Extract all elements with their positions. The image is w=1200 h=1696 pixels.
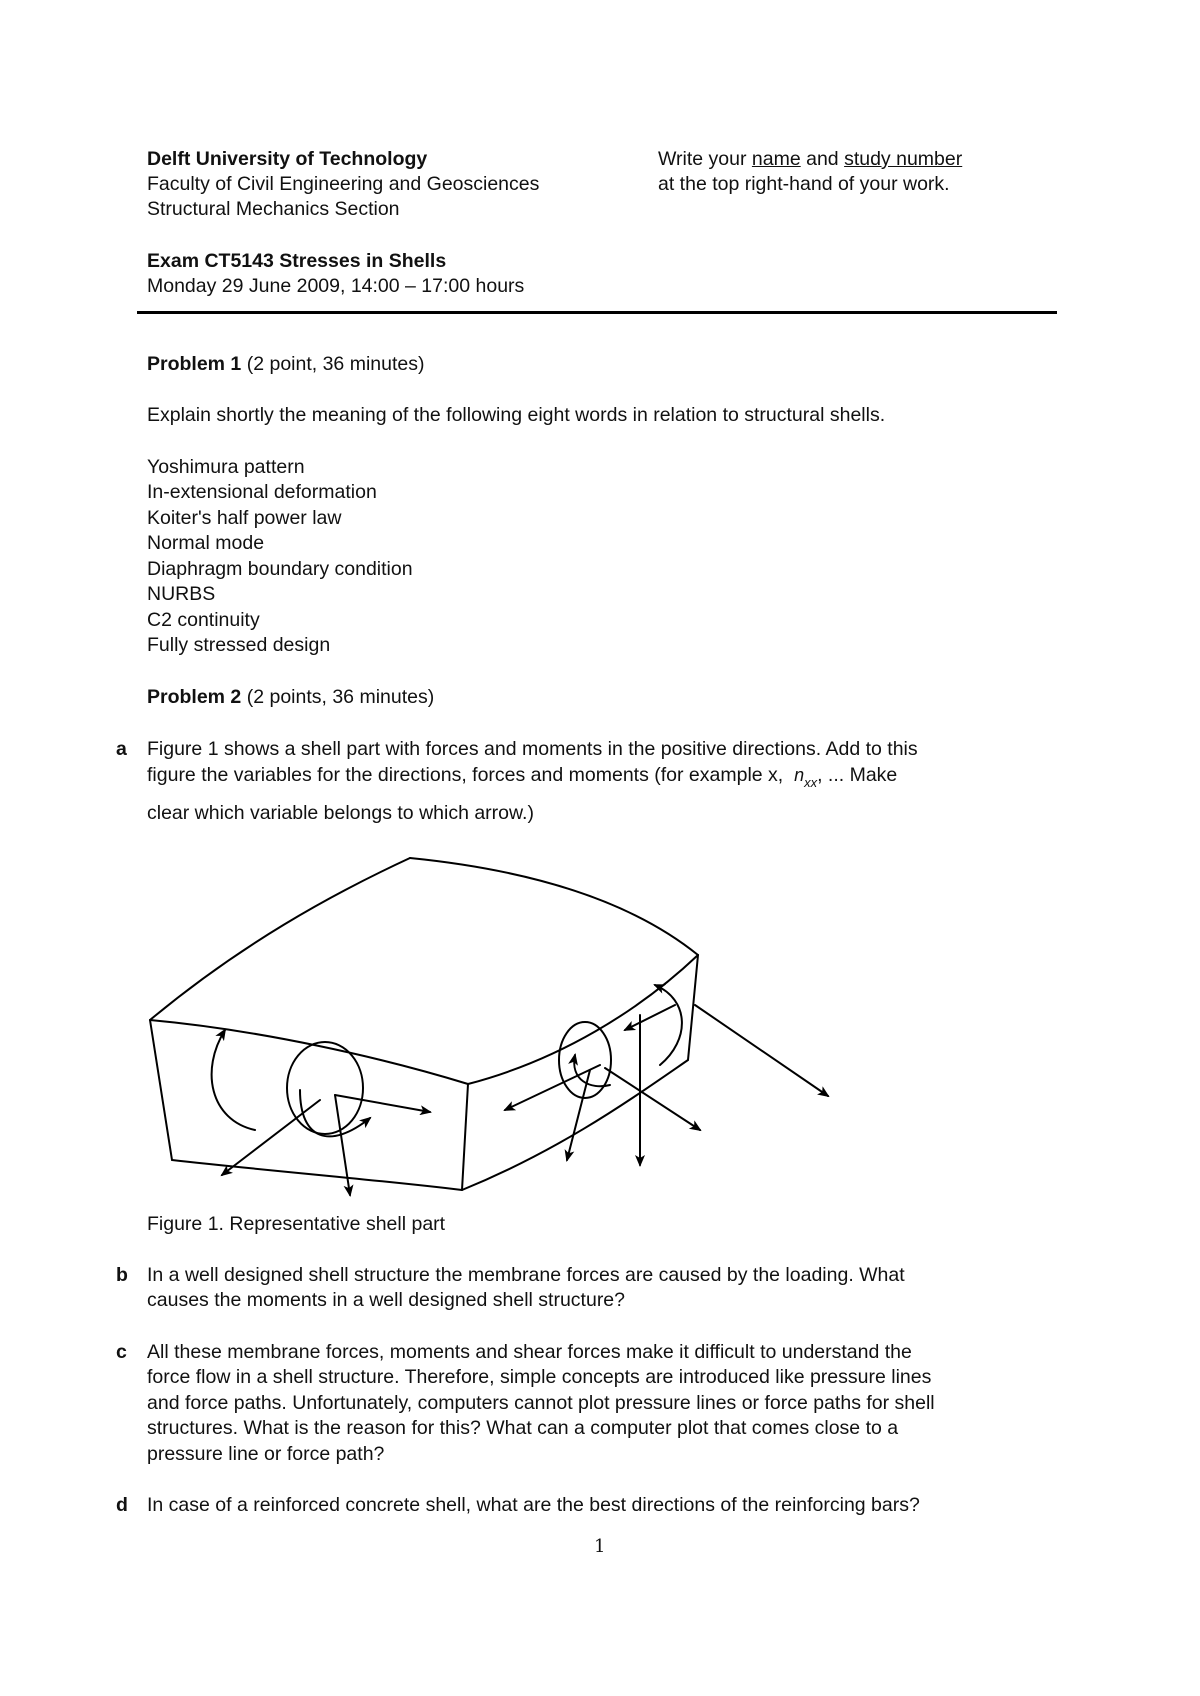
question-a-line2 [147,763,897,789]
problem1-meta: (2 point, 36 minutes) [241,353,425,375]
name-instruction [658,147,962,172]
question-a-line1: Figure 1 shows a shell part with forces and moments in the positive directions. Add to this [147,738,918,760]
exam-date: Monday 29 June 2009, 14:00 – 17:00 hours [147,275,525,297]
name-instruction-line2: at the top right-hand of your work. [658,173,950,195]
question-c-line: and force paths. Unfortunately, computers cannot plot pressure lines or force paths for shell [147,1392,935,1414]
page-number: 1 [594,1536,606,1557]
variable-n-xx [794,765,818,790]
instruction-and: and [800,148,845,170]
exam-title: Exam CT5143 Stresses in Shells [147,250,447,272]
problem1-title: Problem 1 [147,353,242,375]
shell-front-top-edge [150,1020,468,1084]
problem2-heading [147,685,434,710]
question-b-line: causes the moments in a well designed shell structure? [147,1289,625,1311]
side-force-arrow-outward [695,1005,828,1096]
shell-back-vertical-edge [688,955,698,1060]
question-c-line: All these membrane forces, moments and shear forces make it difficult to understand the [147,1341,912,1363]
problem2-title: Problem 2 [147,686,242,708]
problem2-meta: (2 points, 36 minutes) [241,686,435,708]
instruction-pre: Write your [658,148,752,170]
question-a-line3: clear which variable belongs to which arrow.) [147,802,534,824]
side-moment-arc-lower [574,1055,610,1086]
problem1-heading [147,352,424,377]
term-item: C2 continuity [147,609,260,631]
problem1-instruction: Explain shortly the meaning of the following eight words in relation to structural shells. [147,404,886,426]
question-a-line2-post: , ... Make [817,764,898,786]
front-left-moment-arc [212,1030,255,1130]
front-moment-circle [287,1042,363,1134]
front-force-arrow-down-left [222,1100,320,1175]
question-d-letter: d [116,1494,128,1516]
term-item: Fully stressed design [147,634,331,656]
shell-part-figure [140,850,840,1200]
question-d-line: In case of a reinforced concrete shell, what are the best directions of the reinforcing bars? [147,1494,920,1516]
side-moment-arc-upper [655,985,682,1065]
faculty-name: Faculty of Civil Engineering and Geosciences [147,173,540,195]
question-a-letter: a [116,738,127,760]
figure-caption: Figure 1. Representative shell part [147,1213,446,1235]
question-c-line: structures. What is the reason for this? What can a computer plot that comes close to a [147,1417,899,1439]
shell-top-edge-right [410,858,698,955]
shell-left-edge [150,1020,172,1160]
header-rule [137,311,1057,314]
shell-front-bottom-edge [172,1160,462,1190]
front-force-arrow-down [335,1095,350,1195]
term-item: NURBS [147,583,216,605]
side-force-arrow-down-right [605,1068,700,1130]
variable-n: n [794,765,805,785]
term-item: Koiter's half power law [147,507,342,529]
question-b-letter: b [116,1264,128,1286]
term-item: Diaphragm boundary condition [147,558,413,580]
shell-front-vertical-edge [462,1084,468,1190]
shell-top-edge-back [150,858,410,1020]
question-b-line: In a well designed shell structure the membrane forces are caused by the loading. What [147,1264,905,1286]
term-item: Yoshimura pattern [147,456,305,478]
instruction-study-number: study number [844,148,963,170]
question-c-line: pressure line or force path? [147,1443,385,1465]
section-name: Structural Mechanics Section [147,198,400,220]
side-force-arrow-down [567,1070,590,1160]
instruction-name: name [751,148,801,170]
question-c-letter: c [116,1341,127,1363]
variable-subscript: xx [804,775,818,790]
question-a-line2-pre: figure the variables for the directions, forces and moments (for example x, [147,764,784,786]
front-force-arrow-right [335,1095,430,1112]
shell-side-top-edge [468,955,698,1084]
question-c-line: force flow in a shell structure. Therefore, simple concepts are introduced like pressure lines [147,1366,932,1388]
university-name: Delft University of Technology [147,148,428,170]
term-item: Normal mode [147,532,265,554]
term-item: In-extensional deformation [147,481,377,503]
